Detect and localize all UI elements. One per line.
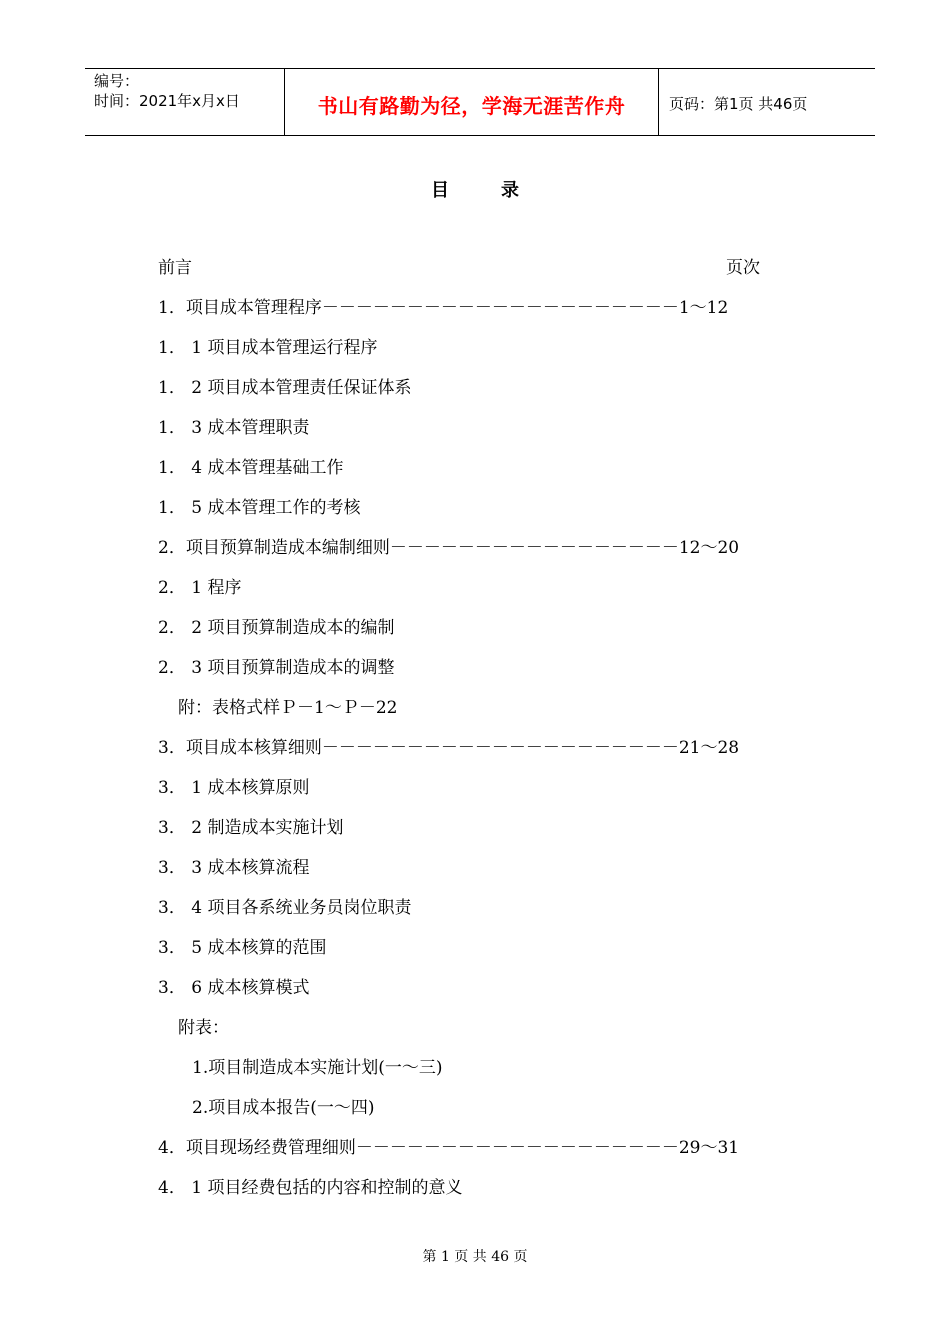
toc-attachment-3-2: 2.项目成本报告(一～四) [192,1098,375,1118]
toc-item-2-1: 2． 1 程序 [158,578,242,598]
page-column-label: 页次 [726,258,760,278]
toc-item-2-2: 2． 2 项目预算制造成本的编制 [158,618,395,638]
toc-section-3: 3．项目成本核算细则－－－－－－－－－－－－－－－－－－－－－21～28 [158,738,740,758]
header-motto: 书山有路勤为径，学海无涯苦作舟 [285,69,659,135]
header-meta [85,69,285,135]
toc-item-1-5: 1． 5 成本管理工作的考核 [158,498,361,518]
toc-header-row [158,248,770,288]
toc-item-1-2: 1． 2 项目成本管理责任保证体系 [158,378,412,398]
toc-item-3-2: 3． 2 制造成本实施计划 [158,818,344,838]
preface-label: 前言 [158,258,192,278]
toc-attachment-2: 附：表格式样Ｐ－1～Ｐ－22 [178,698,398,718]
toc-item-4-1: 4． 1 项目经费包括的内容和控制的意义 [158,1178,463,1198]
toc-attachment-3-1: 1.项目制造成本实施计划(一～三) [192,1058,443,1078]
toc-attachment-3: 附表： [178,1018,229,1038]
toc-section-2: 2．项目预算制造成本编制细则－－－－－－－－－－－－－－－－－12～20 [158,538,740,558]
code-label: 编号： [94,72,140,90]
time-label: 时间：2021年x月x日 [94,92,240,110]
table-of-contents [158,248,770,1208]
toc-section-4: 4．项目现场经费管理细则－－－－－－－－－－－－－－－－－－－29～31 [158,1138,740,1158]
page-footer: 第 1 页 共 46 页 [422,1249,528,1265]
toc-item-1-1: 1． 1 项目成本管理运行程序 [158,338,378,358]
toc-item-3-4: 3． 4 项目各系统业务员岗位职责 [158,898,412,918]
toc-item-3-1: 3． 1 成本核算原则 [158,778,310,798]
header-page-info: 页码：第1页 共46页 [669,94,808,113]
toc-item-3-5: 3． 5 成本核算的范围 [158,938,327,958]
toc-section-1: 1．项目成本管理程序－－－－－－－－－－－－－－－－－－－－－1～12 [158,298,729,318]
toc-item-2-3: 2． 3 项目预算制造成本的调整 [158,658,395,678]
toc-item-1-3: 1． 3 成本管理职责 [158,418,310,438]
toc-title: 目录 [431,180,571,201]
toc-item-1-4: 1． 4 成本管理基础工作 [158,458,344,478]
toc-item-3-6: 3． 6 成本核算模式 [158,978,310,998]
document-header [85,68,875,136]
toc-item-3-3: 3． 3 成本核算流程 [158,858,310,878]
